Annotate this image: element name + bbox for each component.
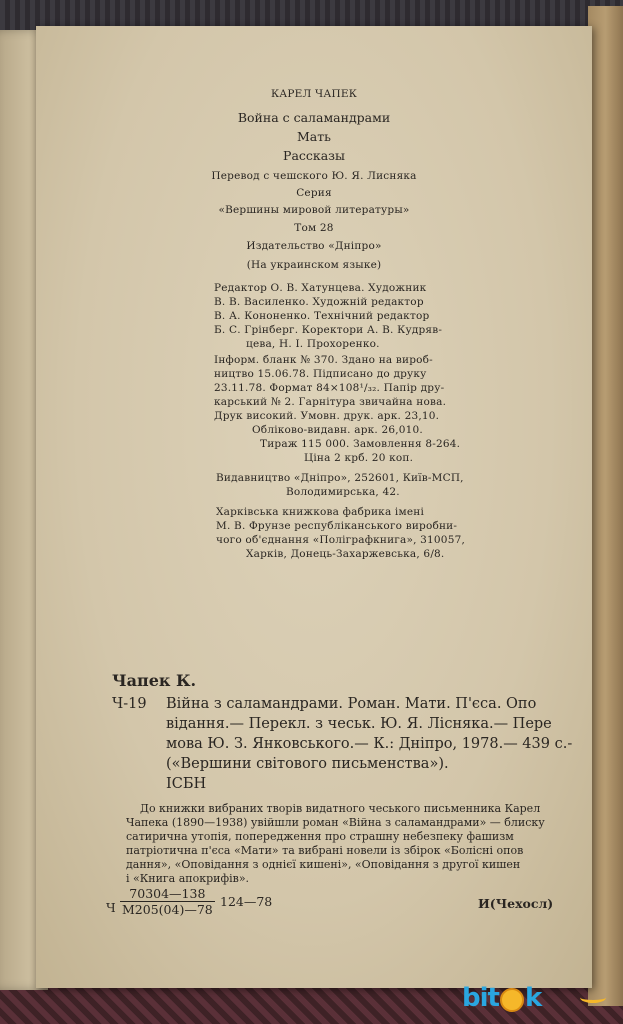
watermark-text-2: k — [524, 983, 542, 1013]
catalog-code: Ч-19 — [112, 696, 147, 712]
print-info-line: Інформ. бланк № 370. Здано на вироб- — [214, 354, 433, 366]
book-page — [36, 26, 592, 988]
catalog-isbn: ІСБН — [166, 776, 207, 792]
imprint-translation: Перевод с чешского Ю. Я. Лисняка — [211, 170, 417, 182]
print-info-line: ництво 15.06.78. Підписано до друку — [214, 368, 427, 380]
imprint-publisher: Издательство «Дніпро» — [246, 240, 382, 252]
print-info-line: Тираж 115 000. Замовлення 8-264. — [260, 438, 461, 450]
staff-line: В. А. Кононенко. Технічний редактор — [214, 310, 430, 322]
catalog-heading: Чапек К. — [112, 671, 197, 690]
printer-line: Харківська книжкова фабрика імені — [216, 506, 425, 518]
staff-line: В. В. Василенко. Художній редактор — [214, 296, 424, 308]
swoosh-icon — [580, 992, 606, 1003]
coin-icon — [500, 988, 524, 1012]
imprint-series-name: «Вершины мировой литературы» — [218, 204, 410, 216]
book-cover-edge — [588, 6, 623, 1006]
publisher-address-line: Володимирська, 42. — [286, 486, 400, 498]
staff-line: Б. С. Грінберг. Коректори А. В. Кудряв- — [214, 324, 443, 336]
imprint-volume: Том 28 — [294, 222, 334, 234]
catalog-line: відання.— Перекл. з чеськ. Ю. Я. Лісняка.— Пере — [166, 716, 552, 732]
classification: И(Чехосл) — [478, 896, 554, 911]
staff-line: цева, Н. І. Прохоренко. — [246, 338, 380, 350]
imprint-subtitle-1: Мать — [297, 129, 331, 144]
imprint-title: Война с саламандрами — [237, 110, 391, 125]
publisher-address-line: Видавництво «Дніпро», 252601, Київ-МСП, — [216, 472, 464, 484]
annotation-line: До книжки вибраних творів видатного чеського письменника Карел — [140, 802, 541, 815]
printer-line: Харків, Донець-Захаржевська, 6/8. — [246, 548, 445, 560]
watermark-text-1: bit — [462, 983, 499, 1013]
catalog-line: мова Ю. З. Янковського.— К.: Дніпро, 1978.— 439 с.- — [166, 736, 573, 752]
print-info-line: Ціна 2 крб. 20 коп. — [304, 452, 414, 464]
index-suffix: 124—78 — [220, 894, 273, 909]
annotation-line: патріотична п'єса «Мати» та вибрані новели із збірок «Болісні опов — [126, 844, 524, 857]
catalog-line: («Вершини світового письменства»). — [166, 756, 449, 772]
annotation-line: і «Книга апокрифів». — [126, 872, 250, 885]
print-info-line: 23.11.78. Формат 84×108¹/₃₂. Папір дру- — [214, 382, 445, 394]
imprint-author: КАРЕЛ ЧАПЕК — [270, 88, 358, 100]
catalog-line: Війна з саламандрами. Роман. Мати. П'єса. Опо — [166, 696, 537, 712]
imprint-subtitle-2: Рассказы — [283, 148, 345, 163]
printer-line: чого об'єднання «Поліграфкнига», 310057, — [216, 534, 465, 546]
imprint-language: (На украинском языке) — [246, 259, 382, 271]
annotation-line: сатирична утопія, попередження про страшну небезпеку фашизм — [126, 830, 514, 843]
staff-line: Редактор О. В. Хатунцева. Художник — [214, 282, 427, 294]
index-denominator: М205(04)—78 — [122, 902, 213, 917]
print-info-line: карський № 2. Гарнітура звичайна нова. — [214, 396, 447, 408]
printer-line: М. В. Фрунзе республіканського виробни- — [216, 520, 458, 532]
print-info-line: Друк високий. Умовн. друк. арк. 23,10. — [214, 410, 440, 422]
index-fraction — [120, 886, 215, 917]
index-numerator: 70304—138 — [120, 886, 215, 902]
watermark-logo — [462, 978, 612, 1018]
annotation-line: дання», «Оповідання з однієї кишені», «Оповідання з другої кишен — [126, 858, 521, 871]
imprint-series-label: Серия — [296, 187, 332, 199]
print-info-line: Обліково-видавн. арк. 26,010. — [252, 424, 423, 436]
annotation-line: Чапека (1890—1938) увійшли роман «Війна з саламандрами» — блиску — [126, 816, 545, 829]
index-letter: Ч — [106, 900, 116, 915]
